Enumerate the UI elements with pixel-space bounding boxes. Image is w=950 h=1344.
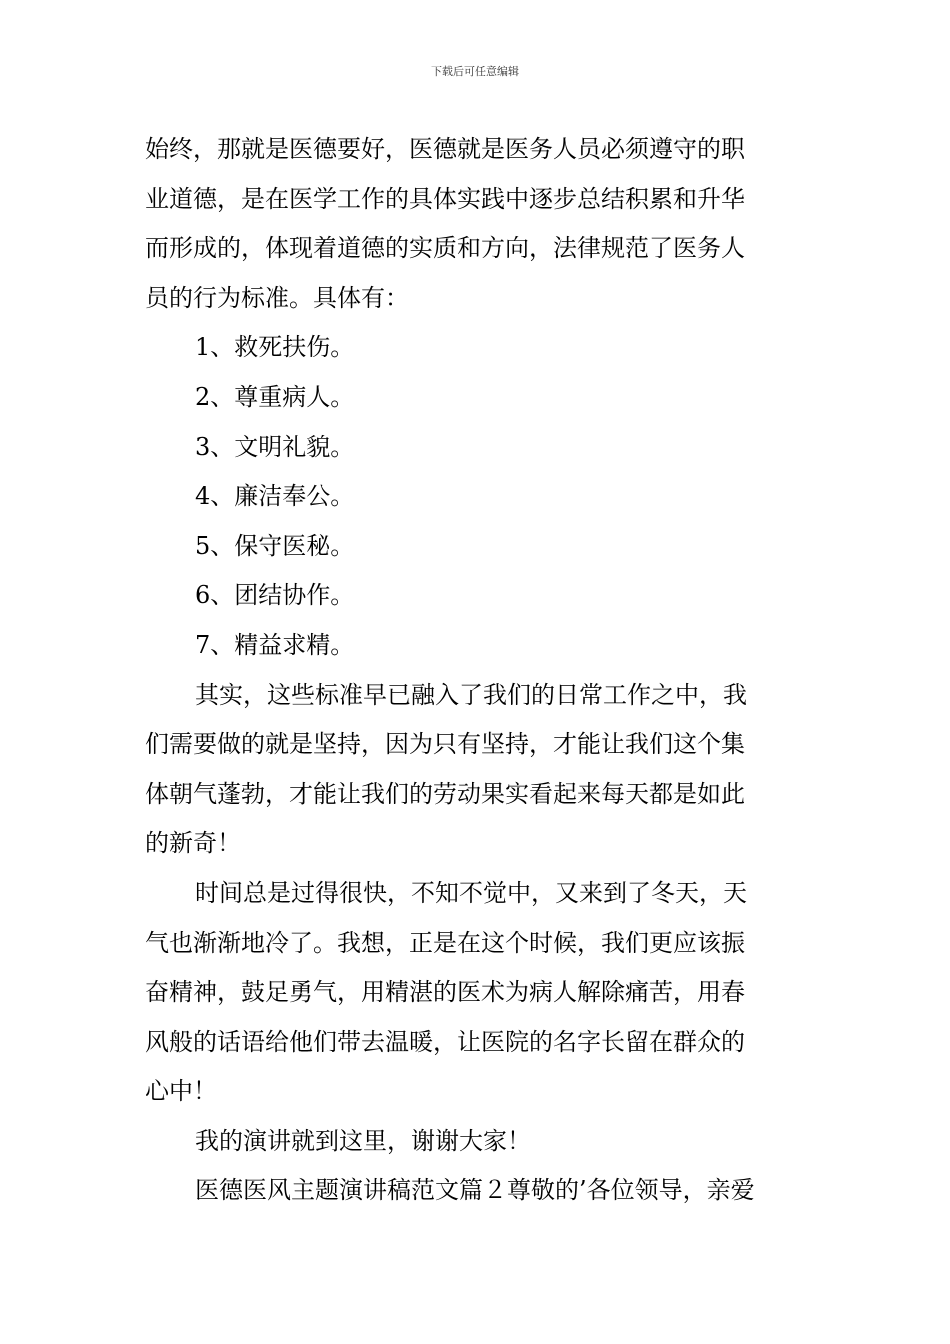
text-line: 奋精神，鼓足勇气，用精湛的医术为病人解除痛苦，用春: [145, 978, 745, 1007]
paragraph-first-line: 医德医风主题演讲稿范文篇２尊敬的’各位领导，亲爱: [195, 1176, 755, 1205]
list-item: 3、文明礼貌。: [195, 432, 355, 461]
text-line: 体朝气蓬勃，才能让我们的劳动果实看起来每天都是如此: [145, 779, 745, 808]
document-body: [145, 125, 810, 1216]
text-line: 业道德，是在医学工作的具体实践中逐步总结积累和升华: [145, 184, 745, 213]
text-line: 心中！: [145, 1077, 217, 1106]
text-line: 们需要做的就是坚持，因为只有坚持，才能让我们这个集: [145, 730, 745, 759]
paragraph-first-line: 其实，这些标准早已融入了我们的日常工作之中，我: [195, 680, 747, 709]
list-item: 5、保守医秘。: [195, 531, 355, 560]
text-line: 始终，那就是医德要好，医德就是医务人员必须遵守的职: [145, 135, 745, 163]
text-line: 而形成的，体现着道德的实质和方向，法律规范了医务人: [145, 234, 745, 263]
paragraph-first-line: 时间总是过得很快，不知不觉中，又来到了冬天，天: [195, 878, 747, 907]
list-item: 1、救死扶伤。: [195, 333, 355, 362]
list-item: 2、尊重病人。: [195, 382, 355, 411]
list-item: 6、团结协作。: [195, 581, 355, 610]
text-line: 风般的话语给他们带去温暖，让医院的名字长留在群众的: [145, 1027, 745, 1056]
paragraph-first-line: 我的演讲就到这里，谢谢大家！: [195, 1126, 531, 1155]
text-line: 的新奇！: [145, 829, 241, 858]
list-item: 4、廉洁奉公。: [195, 482, 355, 511]
text-line: 员的行为标准。具体有：: [145, 283, 409, 312]
text-line: 气也渐渐地冷了。我想，正是在这个时候，我们更应该振: [145, 928, 745, 957]
page-header-note: 下载后可任意编辑: [431, 65, 519, 78]
list-item: 7、精益求精。: [195, 630, 355, 659]
